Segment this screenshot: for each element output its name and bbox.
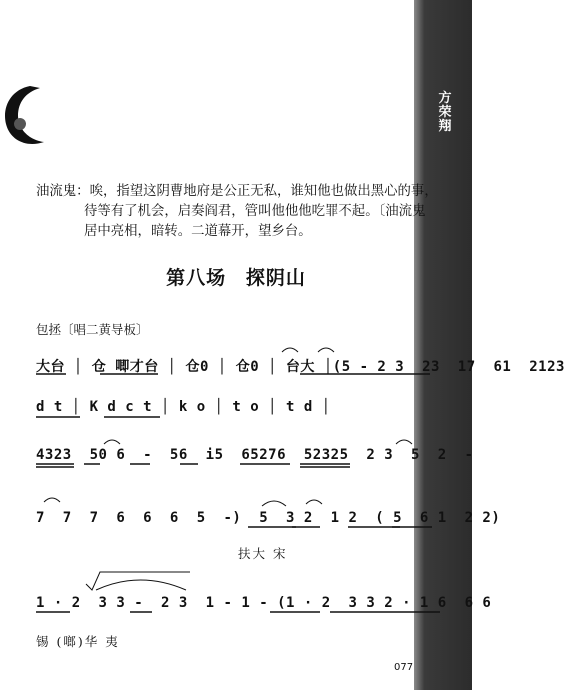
score-row-5: 1 · 2 3 3 - 2 3 1 - 1 - (1 · 2 3 3 2 · 1 6 6 6 bbox=[36, 595, 492, 611]
speaker-name: 油流鬼： bbox=[36, 184, 90, 199]
lyric-row-5: 锡 (啷)华 夷 bbox=[36, 634, 120, 649]
logo-text: 方荣翔 bbox=[438, 91, 452, 134]
aria-mode-label: 包拯〔唱二黄导板〕 bbox=[36, 322, 149, 337]
scene-number: 第八场 bbox=[166, 267, 227, 289]
score-row-3: 4323 50 6 - 56 i5 65276 52325 2 3 5 2 - bbox=[36, 447, 474, 463]
page-number: 077 bbox=[394, 662, 414, 673]
dialogue-line-3: 居中亮相，暗转。二道幕开，望乡台。 bbox=[84, 224, 312, 239]
dialogue-line-2: 待等有了机会，启奏阎君，管叫他他他吃罪不起。〔油流鬼 bbox=[84, 204, 426, 219]
lyric-row-4: 扶大 宋 bbox=[238, 546, 288, 561]
dialogue-line-1: 唉，指望这阴曹地府是公正无私，谁知他也做出黑心的事， bbox=[89, 184, 438, 199]
score-row-2: d t │ K d c t │ k o │ t o │ t d │ bbox=[36, 399, 331, 415]
score-row-1: 大台 │ 仓 唧才台 │ 仓0 │ 仓0 │ 台大 │(5 - 2 3 23 17 61 2123 bbox=[36, 359, 565, 375]
scene-name: 探阴山 bbox=[245, 267, 306, 289]
score-row-4: 7 7 7 6 6 6 5 -) 5 3 2 1 2 ( 5 6 1 2 2) bbox=[36, 510, 501, 526]
